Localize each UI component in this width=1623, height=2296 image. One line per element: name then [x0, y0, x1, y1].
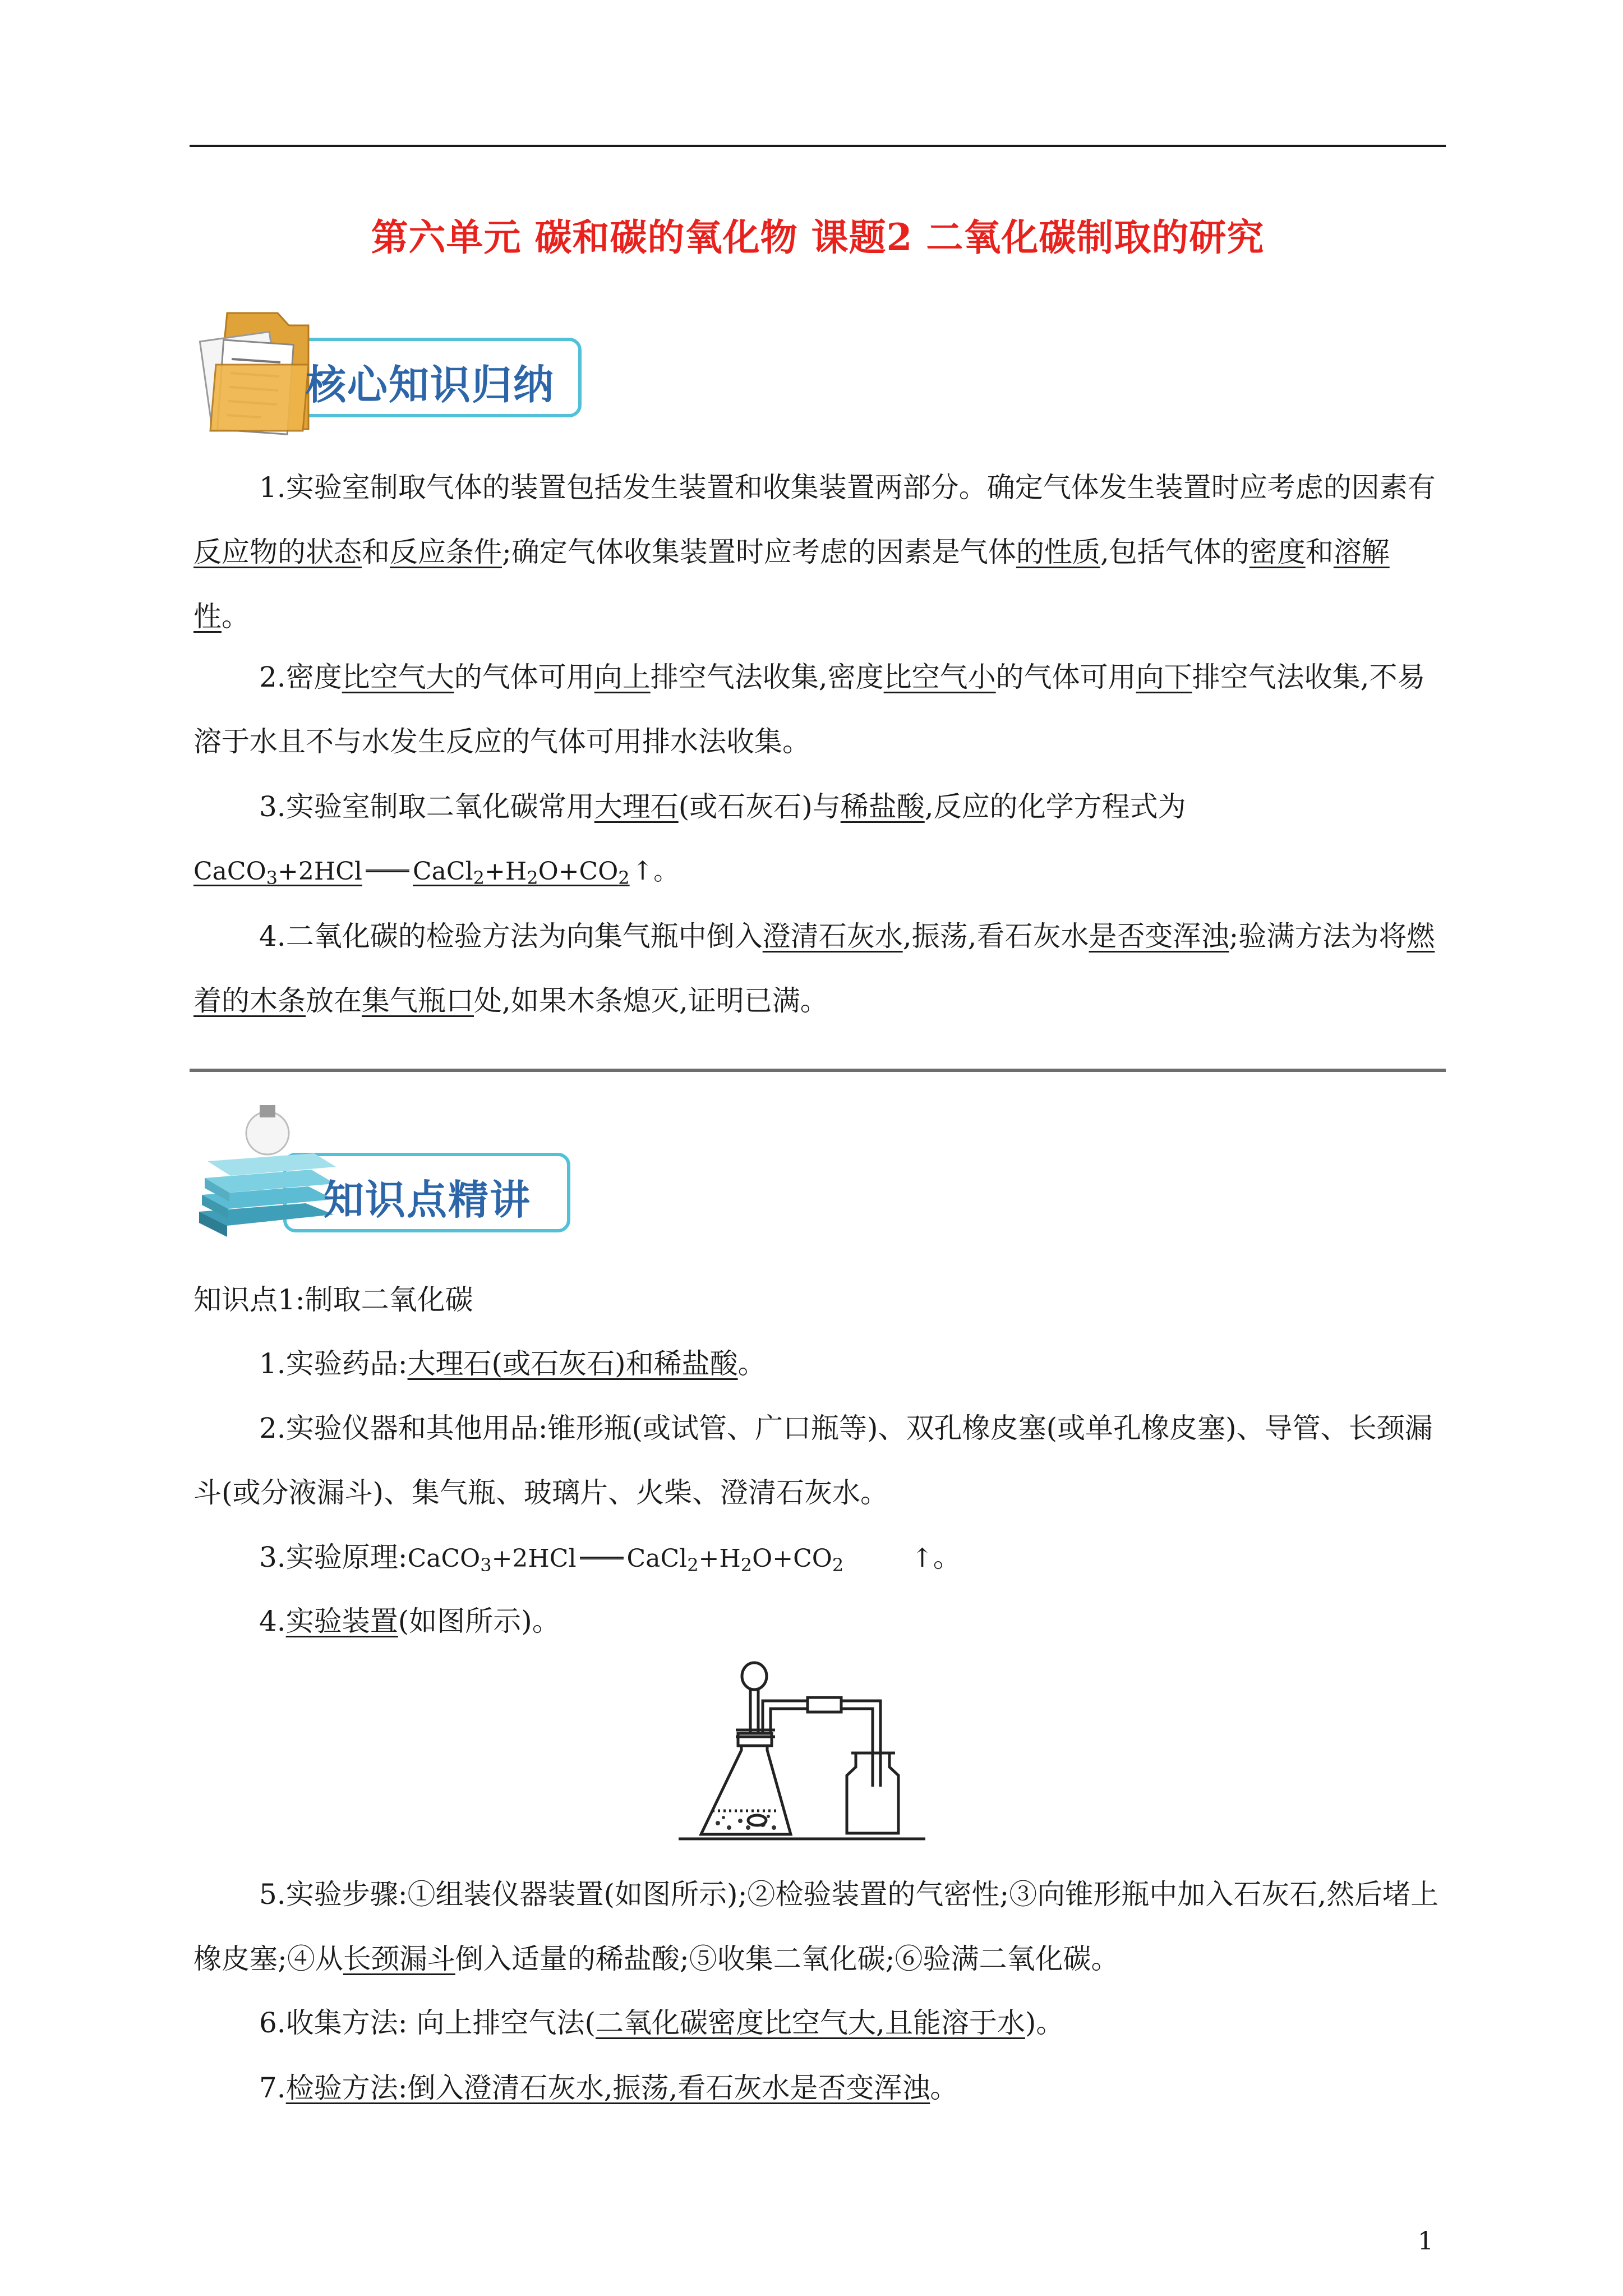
answer-underline: 比空气小: [883, 661, 996, 693]
section-divider: [190, 1069, 1446, 1072]
core-point-1: [193, 455, 1441, 649]
banner-key-points-label: 知识点精讲: [324, 1176, 532, 1223]
equation-rhs: $CaCl_2+H_2O+CO_2↑$: [413, 857, 653, 886]
text: 。: [653, 857, 679, 886]
kp-item-3: [193, 1525, 1441, 1591]
text: 4.: [259, 1605, 286, 1637]
text: ,振荡,看石灰水: [902, 920, 1089, 953]
page-number: 1: [1418, 2227, 1433, 2256]
text: 。: [222, 600, 250, 633]
text: 的气体可用: [995, 661, 1136, 693]
banner-core-knowledge: [193, 303, 597, 438]
text: 。: [737, 1347, 766, 1380]
text: 排空气法收集,密度: [650, 661, 884, 693]
text: 。: [933, 1541, 961, 1573]
answer-underline: 反应条件: [390, 536, 502, 568]
text: (如图所示)。: [398, 1605, 560, 1637]
lightbulb-books-icon: [193, 1099, 339, 1240]
text: 和: [362, 536, 390, 568]
answer-underline: 集气瓶口: [362, 984, 474, 1017]
gas-arrow-icon: ↑: [631, 855, 654, 886]
text: 排空气法收集,不易溶于水且不与水发生反应的气体可用排水法收集。: [193, 661, 1426, 758]
answer-underline: 比空气大: [342, 661, 454, 693]
answer-underline: 大理石: [594, 790, 679, 823]
answer-underline: 检验方法:倒入澄清石灰水,振荡,看石灰水是否变浑浊: [285, 2072, 930, 2104]
text: 1.实验室制取气体的装置包括发生装置和收集装置两部分。确定气体发生装置时应考虑的因素有: [259, 471, 1436, 504]
text: 3.实验原理:: [259, 1541, 408, 1573]
text: 放在: [306, 984, 362, 1017]
core-point-4: [193, 904, 1441, 1033]
answer-underline: 澄清石灰水: [762, 920, 903, 953]
answer-underline: 向上: [594, 661, 651, 693]
text: )。: [1025, 2007, 1064, 2039]
text: 7.: [259, 2072, 286, 2104]
text: 3.实验室制取二氧化碳常用: [259, 790, 594, 823]
core-point-2: [193, 645, 1441, 774]
answer-underline: 稀盐酸: [840, 790, 925, 823]
banner-core-knowledge-label: 核心知识归纳: [306, 361, 555, 408]
co2-apparatus-diagram: [679, 1660, 925, 1846]
equation-sign: [366, 869, 409, 872]
answer-underline: 实验装置: [285, 1605, 398, 1637]
kp-item-6: [193, 1991, 1441, 2055]
kp-item-5: [193, 1862, 1441, 1991]
kp-item-4: [193, 1589, 1441, 1654]
top-rule: [190, 145, 1446, 147]
text: 。: [930, 2072, 958, 2104]
text: 2.密度: [259, 661, 342, 693]
text: 1.实验药品:: [259, 1347, 408, 1380]
text: 的气体可用: [454, 661, 594, 693]
text: ,反应的化学方程式为: [924, 790, 1186, 823]
text: 2.实验仪器和其他用品:锥形瓶(或试管、广口瓶等)、双孔橡皮塞(或单孔橡皮塞)、导管、长颈漏斗(或分液漏斗)、集气瓶、玻璃片、火柴、澄清石灰水。: [193, 1412, 1433, 1509]
equation-lhs: CaCO$_3$+2HCl: [193, 857, 362, 889]
text: ,包括气体的: [1100, 536, 1249, 568]
answer-underline: 大理石(或石灰石)和稀盐酸: [407, 1347, 738, 1380]
text: 6.收集方法: 向上排空气法(: [259, 2007, 596, 2039]
answer-underline: 长颈漏斗: [343, 1943, 455, 1975]
text: 倒入适量的稀盐酸;⑤收集二氧化碳;⑥验满二氧化碳。: [455, 1943, 1119, 1975]
text: 和: [1305, 536, 1334, 568]
core-point-3-equation: [193, 839, 1441, 904]
core-point-3: [193, 775, 1441, 839]
kp-item-7: [193, 2056, 1441, 2120]
knowledge-point-heading: 知识点1:制取二氧化碳: [193, 1283, 473, 1316]
gas-arrow-icon: ↑: [911, 1543, 933, 1573]
text: ;验满方法为将: [1229, 920, 1407, 953]
banner-key-points: [193, 1099, 586, 1240]
answer-underline: 密度: [1249, 536, 1306, 568]
text: (或石灰石)与: [678, 790, 841, 823]
text: 4.二氧化碳的检验方法为向集气瓶中倒入: [259, 920, 763, 953]
equation: CaCO$_3$+2HCl $CaCl_2+H_2O+CO_2$ ↑: [408, 1544, 933, 1573]
text: ;确定气体收集装置时应考虑的因素是气体: [502, 536, 1016, 568]
answer-underline: 燃着的木条: [193, 920, 1435, 1017]
text: 处,如果木条熄灭,证明已满。: [474, 984, 828, 1017]
answer-underline: 的性质: [1016, 536, 1100, 568]
answer-underline: 是否变浑浊: [1089, 920, 1229, 953]
answer-underline: 溶解性: [193, 536, 1390, 633]
kp-item-2: [193, 1396, 1441, 1525]
answer-underline: 反应物的状态: [193, 536, 362, 568]
equation-sign: [580, 1557, 624, 1559]
answer-underline: 二氧化碳密度比空气大,且能溶于水: [595, 2007, 1025, 2039]
kp-item-1: [193, 1332, 1441, 1396]
page-title: 第六单元 碳和碳的氧化物 课题2 二氧化碳制取的研究: [371, 215, 1265, 259]
answer-underline: 向下: [1136, 661, 1192, 693]
text: 5.实验步骤:①组装仪器装置(如图所示);②检验装置的气密性;③向锥形瓶中加入石灰石,然后堵上橡皮塞;④从: [193, 1878, 1439, 1975]
document-folder-icon: [193, 303, 322, 438]
